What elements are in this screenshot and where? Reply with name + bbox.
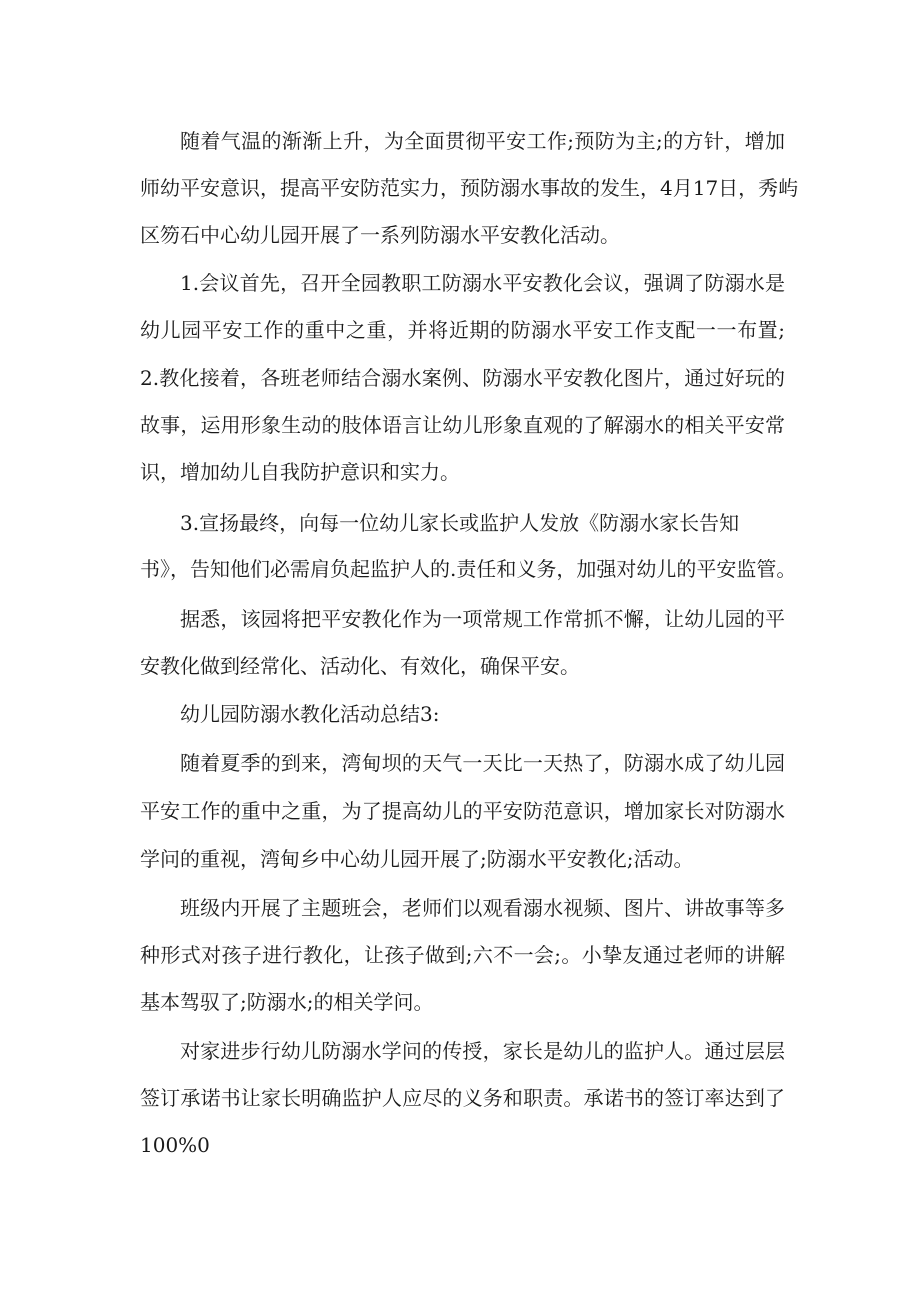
paragraph-2-line-1: 1.会议首先，召开全园教职工防溺水平安教化会议，强调了防溺水是 [180,271,785,295]
paragraph-3-line-2: 书》，告知他们必需肩负起监护人的.责任和义务，加强对幼儿的平安监管。 [140,557,797,581]
paragraph-2-line-3: 2.教化接着，各班老师结合溺水案例、防溺水平安教化图片，通过好玩的 [140,366,785,390]
paragraph-6-line-1: 班级内开展了主题班会，老师们以观看溺水视频、图片、讲故事等多 [180,896,785,920]
paragraph-5-line-2: 平安工作的重中之重，为了提高幼儿的平安防范意识，增加家长对防溺水 [140,799,785,823]
paragraph-5-line-1: 随着夏季的到来，湾甸坝的天气一天比一天热了，防溺水成了幼儿园 [180,751,785,775]
paragraph-1-line-2: 师幼平安意识，提高平安防范实力，预防溺水事故的发生，4月17日，秀屿 [140,176,799,200]
paragraph-6-line-3: 基本驾驭了;防溺水;的相关学问。 [140,990,434,1014]
paragraph-7-line-1: 对家进步行幼儿防溺水学问的传授，家长是幼儿的监护人。通过层层 [180,1039,785,1063]
paragraph-2-line-4: 故事，运用形象生动的肢体语言让幼儿形象直观的了解溺水的相关平安常 [140,413,785,437]
paragraph-4-line-2: 安教化做到经常化、活动化、有效化，确保平安。 [140,654,580,678]
paragraph-7-line-2: 签订承诺书让家长明确监护人应尽的义务和职责。承诺书的签订率达到了 [140,1086,785,1110]
paragraph-2-line-2: 幼儿园平安工作的重中之重，并将近期的防溺水平安工作支配一一布置; [140,318,785,342]
paragraph-1-line-1: 随着气温的渐渐上升，为全面贯彻平安工作;预防为主;的方针，增加 [180,129,785,153]
paragraph-3-line-1: 3.宣扬最终，向每一位幼儿家长或监护人发放《防溺水家长告知 [180,511,740,535]
paragraph-4-line-1: 据悉，该园将把平安教化作为一项常规工作常抓不懈，让幼儿园的平 [180,607,785,631]
section-heading: 幼儿园防溺水教化活动总结3: [180,702,440,726]
paragraph-5-line-3: 学问的重视，湾甸乡中心幼儿园开展了;防溺水平安教化;活动。 [140,847,694,871]
paragraph-6-line-2: 种形式对孩子进行教化，让孩子做到;六不一会;。小挚友通过老师的讲解 [140,943,785,967]
paragraph-1-line-3: 区笏石中心幼儿园开展了一系列防溺水平安教化活动。 [140,223,620,247]
paragraph-7-line-3: 100%0 [140,1133,210,1157]
paragraph-2-line-5: 识，增加幼儿自我防护意识和实力。 [140,460,460,484]
